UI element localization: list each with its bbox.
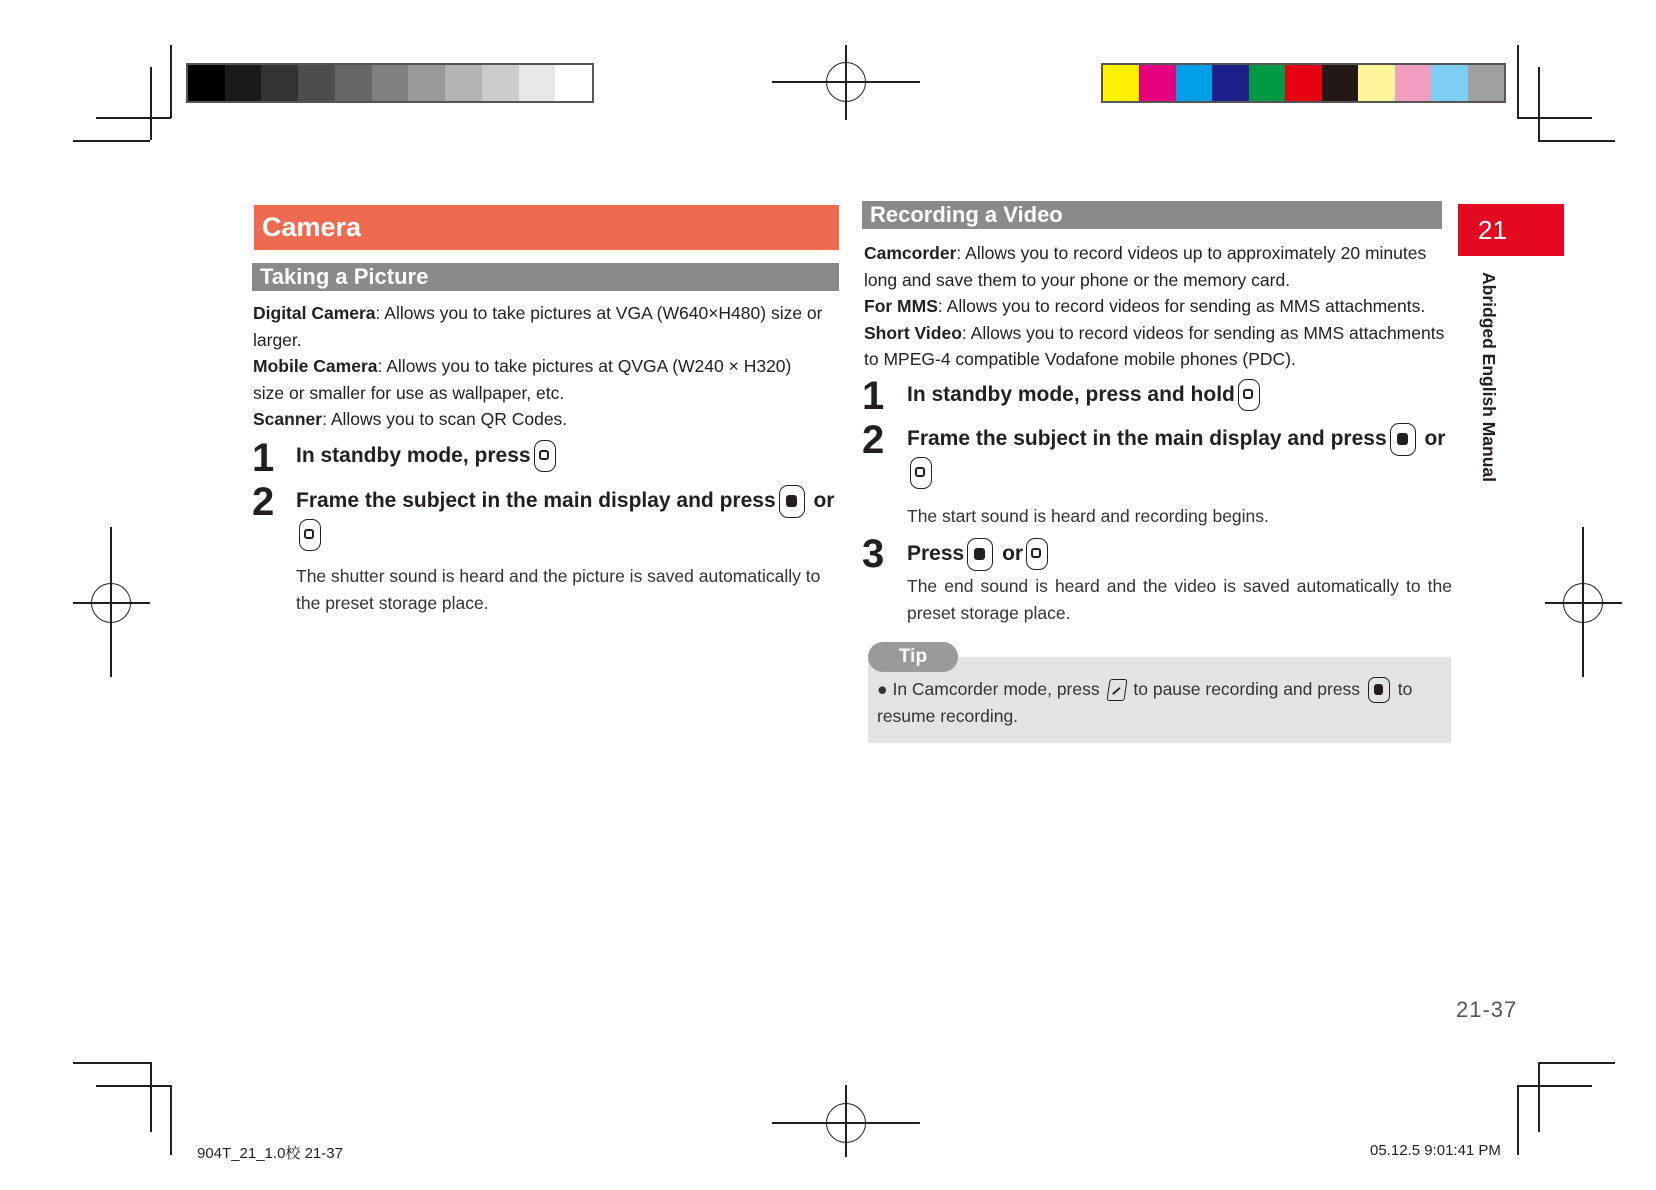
color-swatch (1249, 65, 1285, 101)
chapter-tab: 21 (1458, 204, 1564, 256)
intro-item: Camcorder: Allows you to record videos up to approximately 20 minutes long and save them to your phone or the memory card. (864, 243, 1427, 290)
intro-item: For MMS: Allows you to record videos for sending as MMS attachments. (864, 296, 1426, 316)
bullet-icon: ● (877, 679, 888, 699)
step-1-instruction: In standby mode, press and hold (907, 378, 1452, 412)
center-key-icon (1390, 423, 1416, 456)
gray-swatch (335, 65, 372, 101)
step-3-description: The end sound is heard and the video is saved automatically to the preset storage place. (907, 576, 1452, 623)
step-2-description: The start sound is heard and recording begins. (907, 506, 1269, 526)
section-title-recording-video: Recording a Video (862, 201, 1442, 229)
sidebar-label: Abridged English Manual (1479, 272, 1499, 483)
intro-item: Digital Camera: Allows you to take pictures at VGA (W640×H480) size or larger. (253, 303, 823, 350)
step-2-instruction: Frame the subject in the main display and press or (296, 484, 841, 552)
intro-item: Short Video: Allows you to record videos for sending as MMS attachments to MPEG-4 compatible Vodafone mobile phones (PDC). (864, 322, 1445, 369)
intro-text-right (864, 240, 1446, 373)
center-key-icon (1368, 677, 1390, 703)
step-number: 2 (252, 480, 275, 524)
camera-key-icon (1026, 538, 1048, 570)
step-2-description: The shutter sound is heard and the picture is saved automatically to the preset storage place. (296, 566, 821, 613)
camera-key-icon (910, 457, 932, 489)
step-number: 1 (252, 436, 275, 480)
color-swatch (1285, 65, 1321, 101)
gray-swatch (372, 65, 409, 101)
gray-swatch (408, 65, 445, 101)
step-1-instruction: In standby mode, press (296, 439, 841, 473)
center-key-icon (967, 538, 993, 571)
tip-text: ● In Camcorder mode, press to pause recording and press to resume recording. (877, 679, 1413, 727)
camera-key-icon (534, 440, 556, 472)
step-number: 1 (862, 374, 885, 418)
grayscale-bar (186, 63, 594, 103)
intro-text-left (253, 300, 823, 433)
tip-label: Tip (868, 642, 958, 672)
color-swatch (1176, 65, 1212, 101)
page-number: 21-37 (1456, 997, 1518, 1022)
footer-left: 904T_21_1.0校 21-37 (197, 1145, 343, 1162)
camera-key-icon (299, 519, 321, 551)
intro-item: Mobile Camera: Allows you to take pictures at QVGA (W240 × H320) size or smaller for use as wallpaper, etc. (253, 356, 792, 403)
color-swatch (1395, 65, 1431, 101)
section-title-taking-picture: Taking a Picture (252, 263, 839, 291)
color-swatch (1358, 65, 1394, 101)
color-bar (1101, 63, 1506, 103)
step-number: 3 (862, 532, 885, 576)
step-number: 2 (862, 418, 885, 462)
gray-swatch (555, 65, 592, 101)
gray-swatch (188, 65, 225, 101)
color-swatch (1103, 65, 1139, 101)
side-key-icon (1106, 679, 1127, 701)
gray-swatch (482, 65, 519, 101)
gray-swatch (225, 65, 262, 101)
chapter-title: Camera (254, 205, 839, 250)
intro-item: Scanner: Allows you to scan QR Codes. (253, 409, 568, 429)
gray-swatch (298, 65, 335, 101)
step-3-instruction: Press or (907, 537, 1452, 571)
color-swatch (1139, 65, 1175, 101)
color-swatch (1212, 65, 1248, 101)
color-swatch (1322, 65, 1358, 101)
step-2-instruction: Frame the subject in the main display and press or (907, 422, 1452, 490)
color-swatch (1468, 65, 1504, 101)
footer-right: 05.12.5 9:01:41 PM (1370, 1142, 1501, 1159)
gray-swatch (261, 65, 298, 101)
gray-swatch (445, 65, 482, 101)
center-key-icon (779, 485, 805, 518)
gray-swatch (519, 65, 556, 101)
color-swatch (1431, 65, 1467, 101)
camera-key-icon (1238, 379, 1260, 411)
